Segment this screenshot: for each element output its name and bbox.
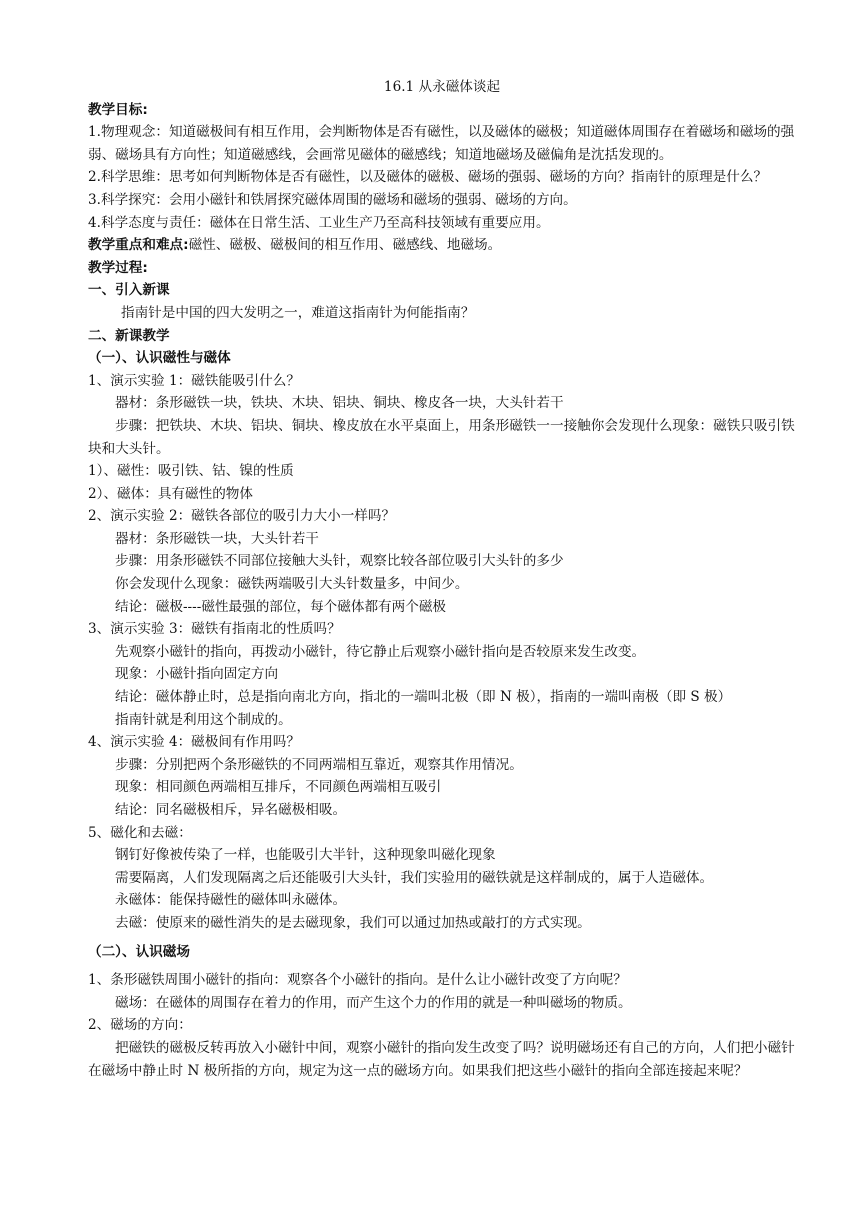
objective-item: 4.科学态度与责任：磁体在日常生活、工业生产乃至高科技领域有重要应用。 xyxy=(88,214,550,231)
def-magnet: 2）、磁体：具有磁性的物体 xyxy=(88,485,253,502)
field2-text: 把磁铁的磁极反转再放入小磁针中间，观察小磁针的指向发生改变了吗？说明磁场还有自己的方向，人们把小磁针在磁场中静止时 N 极所指的方向，规定为这一点的磁场方向。如果我们把这些小磁针的指向全部连接起来呢？ xyxy=(88,1039,795,1079)
exp1-title: 1、演示实验 1：磁铁能吸引什么？ xyxy=(88,372,300,389)
magnetization-line: 永磁体：能保持磁性的磁体叫永磁体。 xyxy=(115,892,347,909)
exp1-steps: 步骤：把铁块、木块、铝块、铜块、橡皮放在水平桌面上，用条形磁铁一一接触你会发现什么现象：磁铁只吸引铁块和大头针。 xyxy=(88,417,795,457)
exp3-note: 指南针就是利用这个制成的。 xyxy=(115,711,292,728)
new-lesson-heading: 二、新课教学 xyxy=(88,327,170,344)
objectives-heading: 教学目标: xyxy=(88,101,148,118)
magnetization-line: 需要隔离，人们发现隔离之后还能吸引大头针，我们实验用的磁铁就是这样制成的，属于人造磁体。 xyxy=(115,869,714,886)
field1-text: 磁场：在磁体的周围存在着力的作用，而产生这个力的作用的就是一种叫磁场的物质。 xyxy=(115,994,632,1011)
def-magnetism: 1）、磁性：吸引铁、钴、镍的性质 xyxy=(88,463,294,480)
exp4-conclusion: 结论：同名磁极相斥，异名磁极相吸。 xyxy=(115,802,347,818)
key-points-line xyxy=(88,234,796,257)
field2-title: 2、磁场的方向： xyxy=(88,1017,192,1034)
exp4-steps: 步骤：分别把两个条形磁铁的不同两端相互靠近，观察其作用情况。 xyxy=(115,756,523,773)
objective-item: 3.科学探究：会用小磁针和铁屑探究磁体周围的磁场和磁场的强弱、磁场的方向。 xyxy=(88,191,577,208)
exp3-phenomenon: 现象：小磁针指向固定方向 xyxy=(115,666,279,683)
exp3-title: 3、演示实验 3：磁铁有指南北的性质吗？ xyxy=(88,621,341,638)
magnetization-title: 5、磁化和去磁： xyxy=(88,824,192,841)
exp2-phenomenon: 你会发现什么现象：磁铁两端吸引大头针数量多，中间少。 xyxy=(115,576,469,593)
exp2-steps: 步骤：用条形磁铁不同部位接触大头针，观察比较各部位吸引大头针的多少 xyxy=(115,553,564,570)
exp2-equipment: 器材：条形磁铁一块，大头针若干 xyxy=(115,530,319,547)
field1-title: 1、条形磁铁周围小磁针的指向：观察各个小磁针的指向。是什么让小磁针改变了方向呢？ xyxy=(88,972,627,989)
exp4-title: 4、演示实验 4：磁极间有作用吗？ xyxy=(88,734,300,751)
key-points-heading: 教学重点和难点: xyxy=(88,237,189,254)
process-heading: 教学过程: xyxy=(88,259,148,276)
exp2-title: 2、演示实验 2：磁铁各部位的吸引力大小一样吗？ xyxy=(88,508,396,525)
intro-heading: 一、引入新课 xyxy=(88,282,170,299)
magnetization-line: 钢钉好像被传染了一样，也能吸引大半针，这种现象叫磁化现象 xyxy=(115,847,496,864)
key-points-text: 磁性、磁极、磁极间的相互作用、磁感线、地磁场。 xyxy=(188,237,502,254)
intro-text: 指南针是中国的四大发明之一，难道这指南针为何能指南？ xyxy=(121,304,475,321)
objective-item: 2.科学思维：思考如何判断物体是否有磁性，以及磁体的磁极、磁场的强弱、磁场的方向？指南针的原理是什么？ xyxy=(88,169,768,186)
objective-item: 1.物理观念：知道磁极间有相互作用，会判断物体是否有磁性，以及磁体的磁极；知道磁体周围存在着磁场和磁场的强弱、磁场具有方向性；知道磁感线，会画常见磁体的磁感线；知道地磁场及磁偏角是沈括发现的。 xyxy=(88,124,795,163)
exp1-equipment: 器材：条形磁铁一块，铁块、木块、铝块、铜块、橡皮各一块，大头针若干 xyxy=(115,395,564,412)
section1-heading: （一）、认识磁性与磁体 xyxy=(88,350,231,367)
exp3-observe: 先观察小磁针的指向，再拨动小磁针，待它静止后观察小磁针指向是否较原来发生改变。 xyxy=(115,643,646,660)
exp4-phenomenon: 现象：相同颜色两端相互排斥，不同颜色两端相互吸引 xyxy=(115,779,442,796)
magnetization-line: 去磁：使原来的磁性消失的是去磁现象，我们可以通过加热或敲打的方式实现。 xyxy=(115,914,591,931)
page-title: 16.1 从永磁体谈起 xyxy=(383,79,501,95)
exp2-conclusion: 结论：磁极----磁性最强的部位，每个磁体都有两个磁极 xyxy=(115,598,447,615)
exp3-conclusion: 结论：磁体静止时，总是指向南北方向，指北的一端叫北极（即 N 极），指南的一端叫南极（即 S 极） xyxy=(115,689,732,706)
section2-heading: （二）、认识磁场 xyxy=(88,943,190,960)
